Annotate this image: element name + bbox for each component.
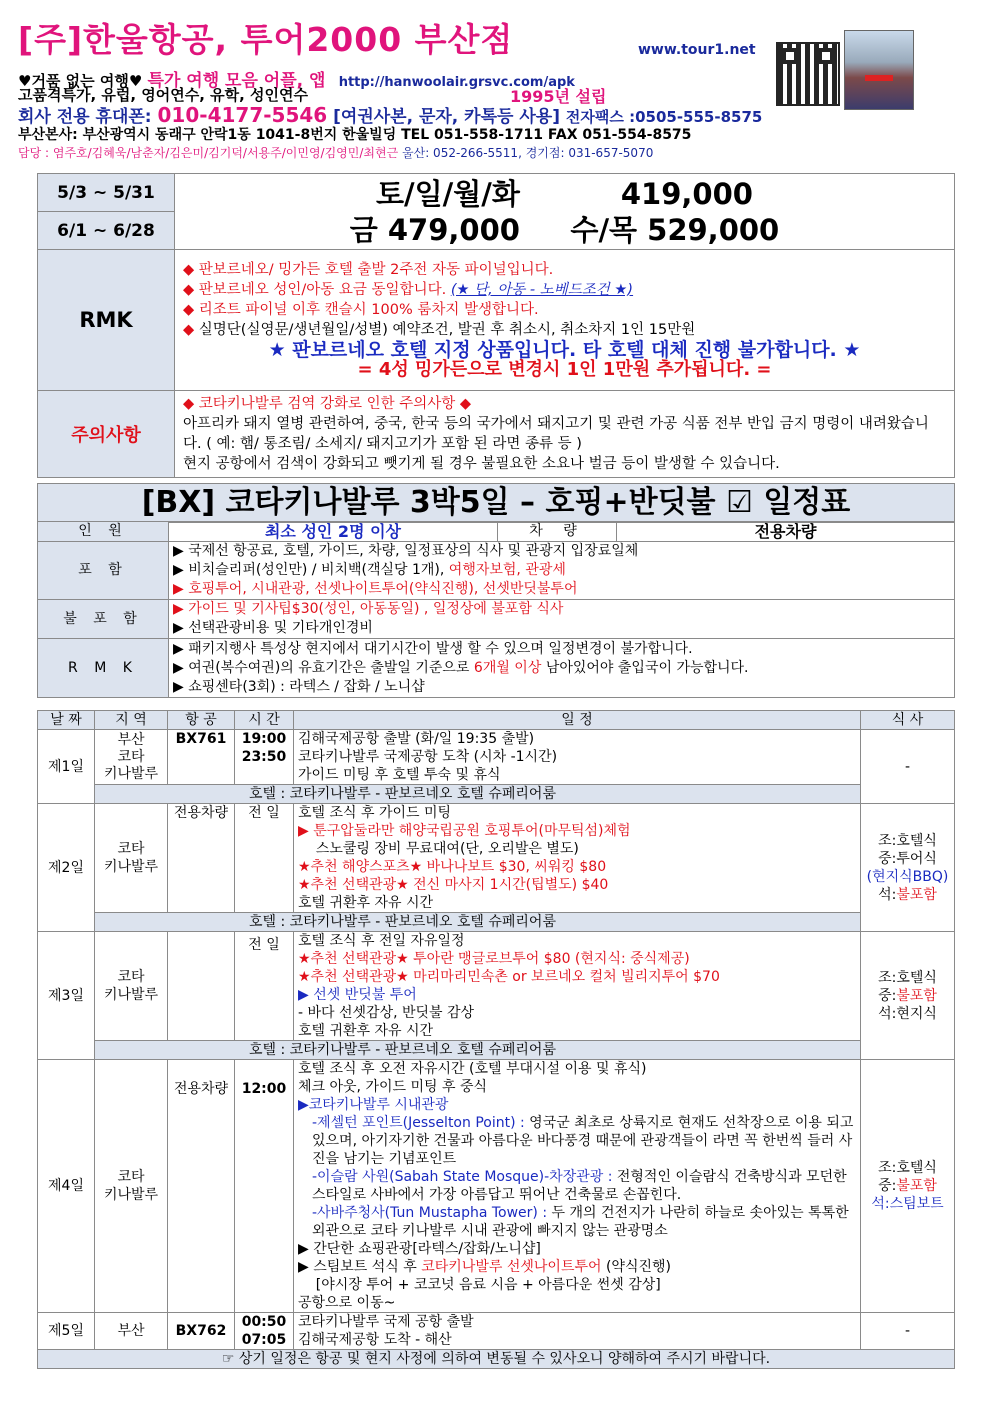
services-text: 고품격특가, 유럽, 영어연수, 유학, 성인연수 [18,86,309,104]
day-time: 전 일 [235,932,294,1041]
app-url-link[interactable]: http://hanwoolair.grsvc.com/apk [338,75,575,90]
day-date: 제5일 [38,1313,95,1350]
day-region: 코타 키나발루 [95,1060,168,1313]
schedule-line: 체크 아웃, 가이드 미팅 후 중식 [298,1079,487,1095]
day-meal [861,1060,955,1313]
day-schedule [294,1313,861,1350]
rmk-label: RMK [38,250,175,391]
schedule-line: 공항으로 이동~ [298,1295,396,1311]
day-row [38,932,955,1041]
day-date: 제1일 [38,730,95,804]
meal-lunch: 중:투어식 [878,850,937,867]
excluded-list [169,600,955,639]
schedule-line: -사바주청사(Tun Mustapha Tower) : 두 개의 건전지가 나란히 하늘로 솟아있는 톡톡한 외관으로 코타 키나발루 시내 관광에 빠지지 않는 관광명소 [312,1205,849,1239]
price-line-1: 토/일/월/화 419,000 [376,176,753,211]
included-label: 포 함 [38,542,169,600]
price-table [37,173,955,478]
meal-dinner: 석:현지식 [878,1005,937,1022]
itinerary-title: [BX] 코타키나발루 3박5일 – 호핑+반딧불 ☑ 일정표 [37,483,955,523]
day-date: 제3일 [38,932,95,1060]
rmk-line-3: ◆ 리조트 파이널 이후 캔슬시 100% 룸차지 발생합니다. [183,302,539,318]
day-time: 전 일 [235,804,294,913]
itinerary-header-row [38,711,955,730]
day-row [38,1313,955,1350]
col-region: 지 역 [95,711,168,730]
included-list [169,542,955,600]
tagline-app: 특가 여행 모음 어플, 앱 [147,71,326,91]
day-time: 00:50 07:05 [235,1313,294,1350]
schedule-line: ★추천 선택관광★ 전신 마사지 1시간(팁별도) $40 [298,877,609,893]
caution-line-1: ◆ 코타키나발루 검역 강화로 인한 주의사항 ◆ [183,396,472,412]
phone-label: 회사 전용 휴대폰: [18,107,152,127]
day-flight: 전용차량 [168,804,235,913]
schedule-line: 호텔 조식 후 가이드 미팅 [298,805,452,821]
schedule-line: 코타키나발루 국제공항 도착 (시차 -1시간) [298,749,558,765]
day-time: 19:00 23:50 [235,730,294,785]
day-schedule [294,1060,861,1313]
period-2: 6/1 ~ 6/28 [38,212,175,250]
schedule-line: ★추천 선택관광★ 투아란 맹글로브투어 $80 (현지식: 중식제공) [298,951,690,967]
caution-label: 주의사항 [38,391,175,478]
itinerary-table [37,710,955,1369]
period-1: 5/3 ~ 5/31 [38,174,175,212]
people-value: 최소 성인 2명 이상 [169,522,498,542]
day-time: 12:00 [235,1060,294,1313]
schedule-line: ★추천 선택관광★ 마리마리민속촌 or 보르네오 컬처 빌리지투어 $70 [298,969,720,985]
website-link[interactable]: www.tour1.net [638,42,756,58]
excluded-label: 불 포 함 [38,600,169,639]
schedule-line: 스노쿨링 장비 무료대여(단, 오리발은 별도) [298,841,579,857]
meal-lunch-note: (현지식BBQ) [866,868,949,885]
tagline: ♥거품 없는 여행♥ [18,72,143,90]
excluded-item: ▶ 선택관광비용 및 기타개인경비 [173,620,373,636]
schedule-line: 코타키나발루 국제 공항 출발 [298,1314,474,1330]
day-meal: - [861,730,955,804]
col-schedule: 일 정 [294,711,861,730]
schedule-line: ▶ 툰구압둘라만 해양국립공원 호핑투어(마무틱섬)체험 [298,823,631,839]
day-schedule [294,730,861,785]
day-region: 코타 키나발루 [95,932,168,1041]
included-item: ▶ 호핑투어, 시내관광, 선셋나이트투어(약식진행), 선셋반딧불투어 [173,581,578,597]
efax-text: 전자팩스 :0505-555-8575 [565,108,763,126]
rmk-notes [175,250,955,391]
schedule-line: -제셀턴 포인트(Jesselton Point) : 영국군 최초로 상륙지로 현재도 선착장으로 이용 되고 있으며, 아기자기한 건물과 아름다운 바다풍경 때문에 관광객들이 라면 꼭 한번씩 들러 사진을 남기는 기념포인트 [312,1115,854,1167]
rmk-line-2: ◆ 판보르네오 성인/아동 요금 동일합니다. (★ 단, 아동 - 노베드조건 ★) [183,282,634,298]
branches-text: 울산: 052-266-5511, 경기점: 031-657-5070 [402,146,654,160]
schedule-line: 호텔 귀환후 자유 시간 [298,895,434,911]
day-flight: BX761 [168,730,235,785]
price-line-2: 금 479,000 수/목 529,000 [349,212,780,247]
schedule-line: - 바다 선셋감상, 반딧불 감상 [298,1005,475,1021]
schedule-line: ▶코타키나발루 시내관광 [298,1097,449,1113]
rmk-line-5: ★ 판보르네오 호텔 지정 상품입니다. 타 호텔 대체 진행 불가합니다. ★ [268,339,861,361]
excluded-item: ▶ 가이드 및 기사팁$30(성인, 아동동일) , 일정상에 불포함 식사 [173,601,564,617]
day-row [38,1060,955,1313]
car-value: 전용차량 [617,522,955,542]
day-region: 부산 [95,1313,168,1350]
caution-line-2: 아프리카 돼지 열병 관련하여, 중국, 한국 등의 국가에서 돼지고기 및 관련 가공 식품 전부 반입 금지 명령이 내려왔습니다. ( 예: 햄/ 통조림/ 소세지/ 돼지고기가 포함 된 라면 종류 등 ) [183,416,929,452]
schedule-line: 호텔 귀환후 자유 시간 [298,1023,434,1039]
people-label: 인 원 [38,522,169,542]
info-table [37,521,955,698]
schedule-line: -이슬람 사원(Sabah State Mosque)-차장관광 : 전형적인 이슬람식 건축방식과 모던한 스타일로 사바에서 가장 아름답고 뛰어난 건축물로 손꼽힌다. [312,1169,847,1203]
schedule-line: ▶ 선셋 반딧불 투어 [298,987,417,1003]
price-cell [175,174,955,250]
hotel-text: 호텔 : 코타키나발루 - 판보르네오 호텔 슈페리어룸 [249,1042,556,1058]
agency-header [18,14,978,164]
staff-row [18,144,653,161]
info-rmk-item: ▶ 패키지행사 특성상 현지에서 대기시간이 발생 할 수 있으며 일정변경이 불가합니다. [173,640,693,657]
agency-brand: [주]한울항공, 투어2000 부산점 [18,20,514,59]
meal-lunch: 중:불포함 [878,987,937,1004]
meal-breakfast: 조:호텔식 [878,969,937,986]
phone-number[interactable]: 010-4177-5546 [157,103,328,127]
address-text: 부산본사: 부산광역시 동래구 안락1동 1041-8번지 한울빌딩 TEL 051-558-1711 FAX 051-554-8575 [18,127,692,143]
col-flight: 항 공 [168,711,235,730]
meal-breakfast: 조:호텔식 [878,1160,937,1176]
day-flight [168,932,235,1041]
schedule-line: 가이드 미팅 후 호텔 투숙 및 휴식 [298,767,501,783]
day-meal [861,804,955,932]
info-rmk-item: ▶ 쇼핑센타(3회) : 라텍스 / 잡화 / 노니샵 [173,678,425,695]
schedule-line: [야시장 투어 + 코코넛 음료 시음 + 아름다운 썬셋 감상] [298,1277,661,1293]
day-flight: BX762 [168,1313,235,1350]
schedule-line: ▶ 스팀보트 석식 후 코타키나발루 선셋나이트투어 (약식진행) [298,1259,671,1275]
caution-notes [175,391,955,478]
rmk-child-note: (★ 단, 아동 - 노베드조건 ★) [450,282,634,298]
qr-code-icon[interactable] [776,42,840,106]
hotel-text: 호텔 : 코타키나발루 - 판보르네오 호텔 슈페리어룸 [249,914,556,930]
schedule-line: 김해국제공항 도착 - 해산 [298,1332,452,1348]
meal-lunch: 중:불포함 [878,1178,937,1194]
day-region: 코타 키나발루 [95,804,168,913]
schedule-line: 호텔 조식 후 오전 자유시간 (호텔 부대시설 이용 및 휴식) [298,1061,647,1077]
included-item: ▶ 비치슬리퍼(성인만) / 비치백(객실당 1개), 여행자보험, 관광세 [173,562,566,578]
rmk-line-1: ◆ 판보르네오/ 밍가든 호텔 출발 2주전 자동 파이널입니다. [183,262,554,278]
day-region: 부산 코타 키나발루 [95,730,168,785]
staff-text: 담당 : 염주호/김혜욱/남춘자/김은미/김기덕/서용주/이민영/김영민/최현근 [18,146,399,160]
itinerary-footer-note: ☞ 상기 일정은 항공 및 현지 사정에 의하여 변동될 수 있사오니 양해하여 주시기 바랍니다. [38,1350,955,1369]
day-meal: - [861,1313,955,1350]
car-label: 차 량 [498,522,617,542]
col-date: 날 짜 [38,711,95,730]
schedule-line: ▶ 간단한 쇼핑관광[라텍스/잡화/노니샵] [298,1241,541,1257]
meal-breakfast: 조:호텔식 [878,832,937,849]
schedule-line: 호텔 조식 후 전일 자유일정 [298,933,465,949]
day-date: 제2일 [38,804,95,932]
hotel-row [95,1041,861,1060]
info-rmk-item: ▶ 여권(복수여권)의 유효기간은 출발일 기준으로 6개월 이상 남아있어야 출입국이 가능합니다. [173,659,749,676]
day-schedule [294,804,861,913]
day-meal [861,932,955,1060]
info-rmk-label: R M K [38,639,169,698]
hotel-text: 호텔 : 코타키나발루 - 판보르네오 호텔 슈페리어룸 [249,786,556,802]
info-rmk-list [169,639,955,698]
rmk-line-6: = 4성 밍가든으로 변경시 1인 1만원 추가됩니다. = [357,359,772,380]
office-building-image [844,30,914,110]
caution-line-3: 현지 공항에서 검색이 강화되고 뺏기게 될 경우 불필요한 소요나 벌금 등이 발생할 수 있습니다. [183,456,780,472]
day-flight: 전용차량 [168,1060,235,1313]
col-meal: 식 사 [861,711,955,730]
meal-dinner: 석:스팀보트 [871,1196,944,1212]
day-schedule [294,932,861,1041]
col-time: 시 간 [235,711,294,730]
day-row [38,804,955,913]
schedule-line: 김해국제공항 출발 (화/일 19:35 출발) [298,731,535,747]
rmk-line-4: ◆ 실명단(실영문/생년월일/성별) 예약조건, 발권 후 취소시, 취소차지 1인 15만원 [183,322,696,338]
phone-note: [여권사본, 문자, 카톡등 사용] [333,107,560,127]
schedule-line: ★추천 해양스포츠★ 바나나보트 $30, 씨워킹 $80 [298,859,607,875]
day-row [38,730,955,785]
established-text: 1995년 설립 [510,87,607,106]
meal-dinner: 석:불포함 [878,886,937,903]
hotel-row [95,913,861,932]
hotel-row [95,785,861,804]
day-date: 제4일 [38,1060,95,1313]
included-item: ▶ 국제선 항공료, 호텔, 가이드, 차량, 일정표상의 식사 및 관광지 입장료일체 [173,543,639,559]
